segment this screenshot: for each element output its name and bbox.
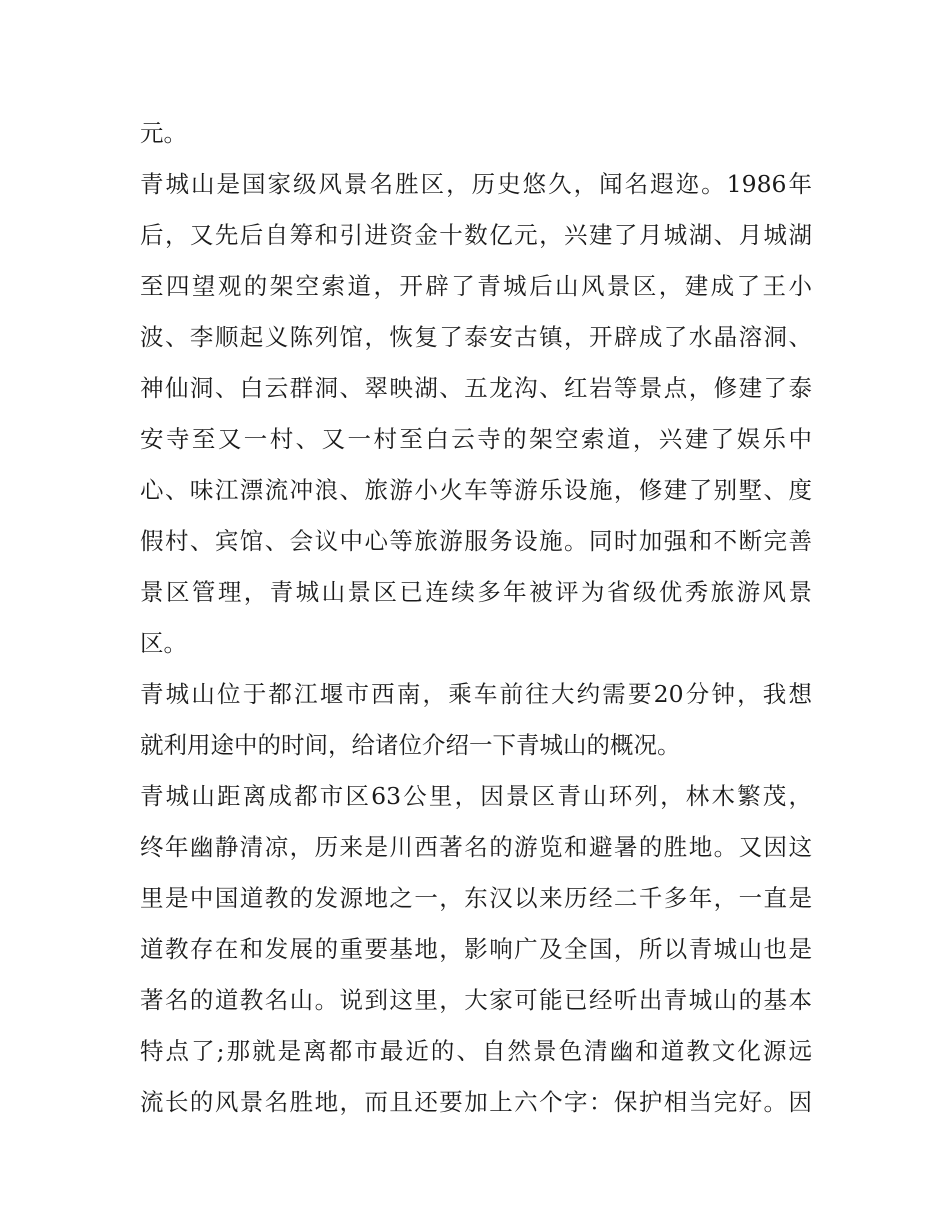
text-line: 就利用途中的时间，给诸位介绍一下青城山的概况。 bbox=[140, 731, 681, 759]
text-line: 元。 bbox=[140, 119, 187, 147]
text-line: 假村、宾馆、会议中心等旅游服务设施。同时加强和不断完善 bbox=[140, 527, 812, 555]
text-line: 青城山是国家级风景名胜区，历史悠久，闻名遐迩。1986年 bbox=[140, 170, 812, 198]
text-line: 波、李顺起义陈列馆，恢复了泰安古镇，开辟成了水晶溶洞、 bbox=[140, 323, 812, 351]
text-line: 后，又先后自筹和引进资金十数亿元，兴建了月城湖、月城湖 bbox=[140, 221, 812, 249]
body-text bbox=[140, 108, 812, 1128]
text-line: 景区管理，青城山景区已连续多年被评为省级优秀旅游风景 bbox=[140, 578, 812, 606]
text-line: 里是中国道教的发源地之一，东汉以来历经二千多年，一直是 bbox=[140, 884, 812, 912]
text-line: 青城山距离成都市区63公里，因景区青山环列，林木繁茂， bbox=[140, 782, 812, 810]
text-line: 安寺至又一村、又一村至白云寺的架空索道，兴建了娱乐中 bbox=[140, 425, 812, 453]
text-line: 青城山位于都江堰市西南，乘车前往大约需要20分钟，我想 bbox=[140, 680, 812, 708]
text-line: 著名的道教名山。说到这里，大家可能已经听出青城山的基本 bbox=[140, 986, 812, 1014]
text-line: 区。 bbox=[140, 629, 187, 657]
text-line: 流长的风景名胜地，而且还要加上六个字：保护相当完好。因 bbox=[140, 1088, 812, 1116]
text-line: 神仙洞、白云群洞、翠映湖、五龙沟、红岩等景点，修建了泰 bbox=[140, 374, 812, 402]
text-line: 至四望观的架空索道，开辟了青城后山风景区，建成了王小 bbox=[140, 272, 812, 300]
text-line: 道教存在和发展的重要基地，影响广及全国，所以青城山也是 bbox=[140, 935, 812, 963]
text-line: 特点了;那就是离都市最近的、自然景色清幽和道教文化源远 bbox=[140, 1037, 812, 1065]
text-line: 终年幽静清凉，历来是川西著名的游览和避暑的胜地。又因这 bbox=[140, 833, 812, 861]
text-line: 心、味江漂流冲浪、旅游小火车等游乐设施，修建了别墅、度 bbox=[140, 476, 812, 504]
